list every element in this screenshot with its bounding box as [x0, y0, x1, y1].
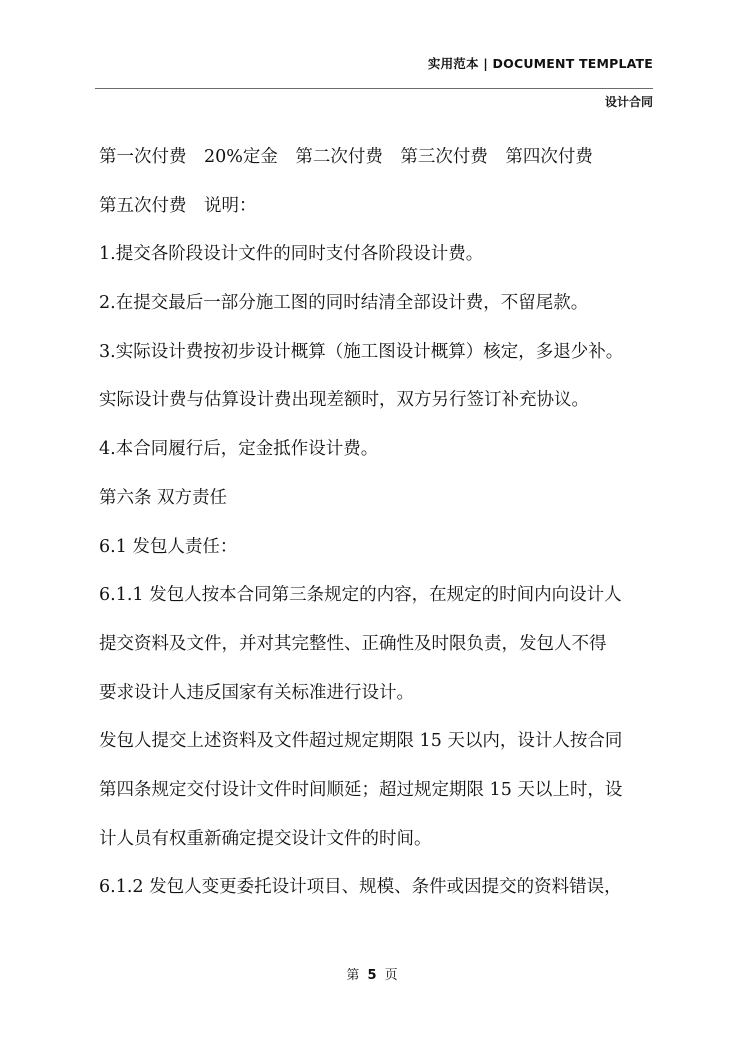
header-title: 实用范本 | DOCUMENT TEMPLATE — [427, 56, 653, 71]
paragraph-line: 6.1.1 发包人按本合同第三条规定的内容，在规定的时间内向设计人 — [99, 585, 622, 606]
section-heading: 第六条 双方责任 — [99, 487, 228, 508]
paragraph-line: 发包人提交上述资料及文件超过规定期限 15 天以内，设计人按合同 — [99, 731, 623, 752]
paragraph-line: 要求设计人违反国家有关标准进行设计。 — [99, 682, 414, 703]
paragraph-line: 3.实际设计费按初步设计概算（施工图设计概算）核定，多退少补。 — [99, 341, 624, 362]
paragraph-line: 第四条规定交付设计文件时间顺延；超过规定期限 15 天以上时，设 — [99, 779, 623, 800]
page-footer — [0, 964, 744, 983]
paragraph-line: 第一次付费 20%定金 第二次付费 第三次付费 第四次付费 — [99, 147, 593, 167]
paragraph-line: 提交资料及文件，并对其完整性、正确性及时限负责，发包人不得 — [99, 633, 607, 654]
page-number: 5 — [367, 968, 377, 983]
paragraph-line: 6.1.2 发包人变更委托设计项目、规模、条件或因提交的资料错误， — [99, 877, 622, 898]
paragraph-line: 1.提交各阶段设计文件的同时支付各阶段设计费。 — [99, 244, 484, 265]
page-suffix: 页 — [384, 968, 398, 983]
paragraph-line: 2.在提交最后一部分施工图的同时结清全部设计费，不留尾款。 — [99, 293, 589, 314]
header-subtitle: 设计合同 — [604, 95, 653, 109]
page-prefix: 第 — [346, 968, 360, 983]
paragraph-line: 计人员有权重新确定提交设计文件的时间。 — [99, 828, 432, 849]
page-header — [95, 50, 653, 89]
paragraph-line: 实际设计费与估算设计费出现差额时，双方另行签订补充协议。 — [99, 390, 589, 411]
document-body — [99, 140, 659, 919]
paragraph-line: 第五次付费 说明： — [99, 195, 257, 216]
subsection-heading: 6.1 发包人责任： — [99, 536, 238, 557]
paragraph-line: 4.本合同履行后，定金抵作设计费。 — [99, 439, 379, 460]
